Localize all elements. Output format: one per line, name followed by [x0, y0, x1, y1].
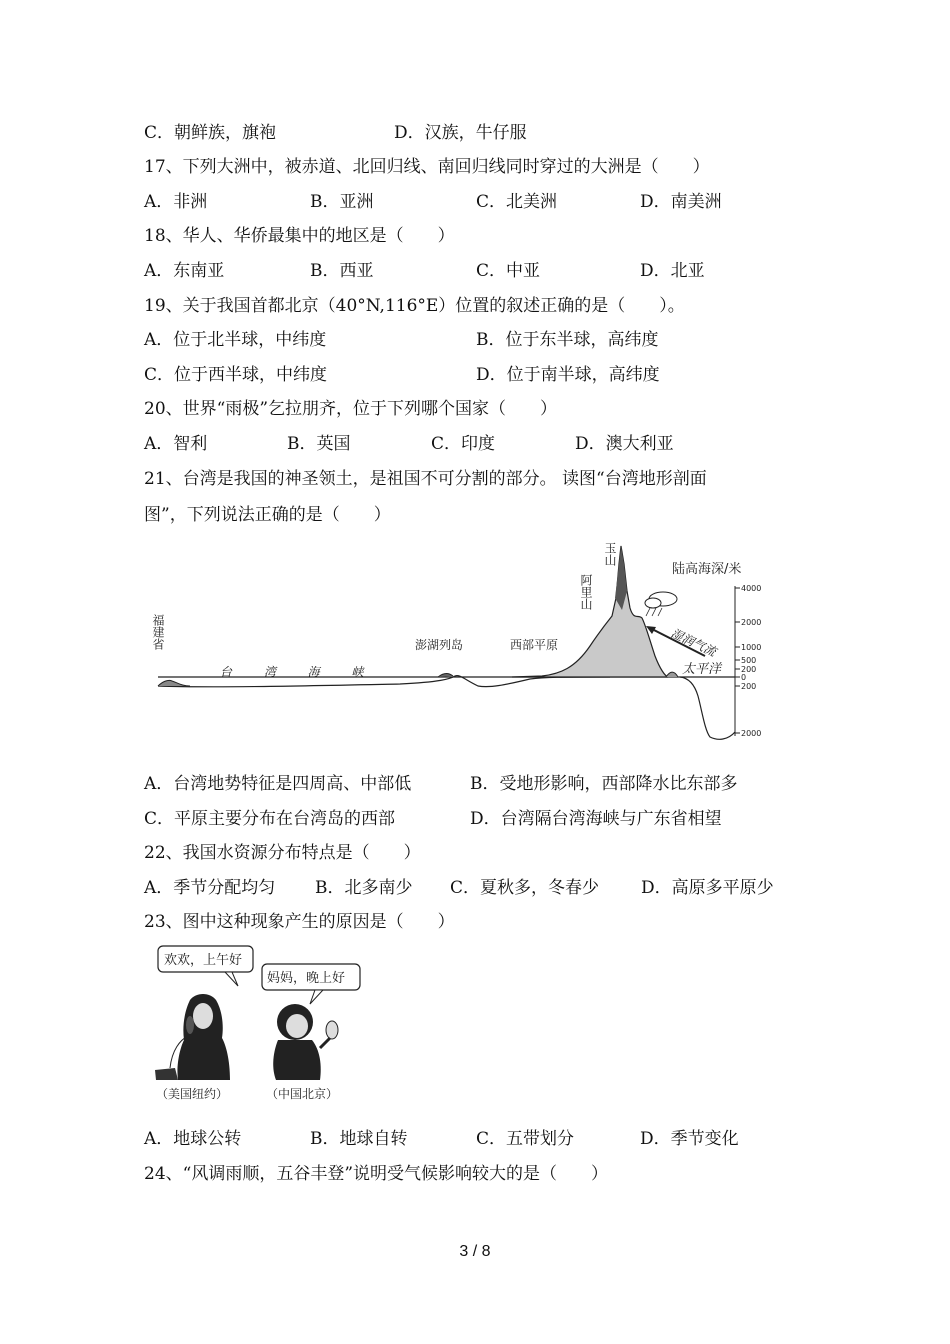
q21-option-b: B．受地形影响，西部降水比东部多: [470, 774, 738, 794]
q18-option-a: A．东南亚: [144, 261, 225, 281]
caption-right: （中国北京）: [266, 1087, 339, 1101]
east-reef: [666, 672, 678, 677]
q22-option-b: B．北多南少: [315, 878, 413, 898]
q18-option-b: B．西亚: [310, 261, 374, 281]
axis-tick-label: 500: [741, 656, 757, 665]
caption-left: （美国纽约）: [156, 1087, 229, 1101]
axis-tick-label: 0: [741, 673, 747, 682]
fujian-label: 福建省: [151, 614, 165, 650]
q23-option-c: C．五带划分: [476, 1129, 575, 1149]
q16-option-d: D．汉族，牛仔服: [394, 123, 527, 143]
bubble-left-text: 欢欢，上午好: [164, 953, 243, 968]
pacific-label: 太平洋: [682, 662, 722, 677]
axis-tick-label: 4000: [741, 584, 762, 593]
axis-title: 陆高海深/米: [672, 562, 742, 577]
axis-tick-label: 200: [741, 682, 757, 691]
q19-option-d: D．位于南半球，高纬度: [476, 365, 660, 385]
q17-stem: 17、下列大洲中，被赤道、北回归线、南回归线同时穿过的大洲是（ ）: [144, 157, 710, 177]
q21-option-a: A．台湾地势特征是四周高、中部低: [144, 774, 412, 794]
taiwan-terrain-profile-figure: [150, 536, 790, 748]
bubble-right-text: 妈妈，晚上好: [267, 971, 346, 986]
q21-stem-line1: 21、台湾是我国的神圣领土，是祖国不可分割的部分。 读图“台湾地形剖面: [144, 469, 707, 489]
q17-option-d: D．南美洲: [640, 192, 722, 212]
yushan-label: 玉山: [603, 542, 617, 566]
q20-option-c: C．印度: [431, 434, 496, 454]
fujian-coast: [158, 680, 190, 686]
phone-call-figure: [150, 940, 370, 1105]
q18-option-c: C．中亚: [476, 261, 541, 281]
q24-stem: 24、“风调雨顺，五谷丰登”说明受气候影响较大的是（ ）: [144, 1164, 609, 1184]
plain-label: 西部平原: [510, 638, 559, 652]
q17-option-b: B．亚洲: [310, 192, 374, 212]
page-number: 3 / 8: [459, 1243, 491, 1260]
penghu-label: 澎湖列岛: [415, 638, 464, 652]
woman-on-phone-icon: [155, 994, 230, 1080]
q20-stem: 20、世界“雨极”乞拉朋齐，位于下列哪个国家（ ）: [144, 399, 558, 419]
cloud-icon: [645, 592, 677, 616]
axis-tick-label: 1000: [741, 643, 762, 652]
strait-label: 台 湾 海 峡: [220, 665, 378, 679]
taiwan-island-profile: [512, 546, 668, 677]
q21-option-d: D．台湾隔台湾海峡与广东省相望: [470, 809, 722, 829]
east-trench-profile: [680, 677, 735, 739]
q20-option-d: D．澳大利亚: [575, 434, 674, 454]
q18-option-d: D．北亚: [640, 261, 705, 281]
q22-stem: 22、我国水资源分布特点是（ ）: [144, 843, 421, 863]
q20-option-b: B．英国: [287, 434, 351, 454]
q19-option-b: B．位于东半球，高纬度: [476, 330, 659, 350]
axis-tick-label: 2000: [741, 618, 762, 627]
q16-option-c: C．朝鲜族，旗袍: [144, 123, 277, 143]
axis-tick-label: 2000: [741, 729, 762, 738]
q20-option-a: A．智利: [144, 434, 208, 454]
q21-stem-line2: 图”，下列说法正确的是（ ）: [144, 505, 391, 525]
q22-option-a: A．季节分配均匀: [144, 878, 276, 898]
q23-option-a: A．地球公转: [144, 1129, 242, 1149]
q19-option-c: C．位于西半球，中纬度: [144, 365, 328, 385]
child-on-phone-icon: [273, 1004, 338, 1080]
q23-option-b: B．地球自转: [310, 1129, 408, 1149]
q17-option-a: A．非洲: [144, 192, 208, 212]
q21-option-c: C．平原主要分布在台湾岛的西部: [144, 809, 396, 829]
q19-stem: 19、关于我国首都北京（40°N,116°E）位置的叙述正确的是（ ）。: [144, 296, 685, 316]
q19-option-a: A．位于北半球，中纬度: [144, 330, 327, 350]
axis-tick-label: 200: [741, 665, 757, 674]
wind-label: 湿润气流: [668, 626, 719, 660]
q18-stem: 18、华人、华侨最集中的地区是（ ）: [144, 226, 455, 246]
alishan-label: 阿里山: [579, 574, 593, 610]
q22-option-c: C．夏秋多，冬春少: [450, 878, 600, 898]
q23-stem: 23、图中这种现象产生的原因是（ ）: [144, 912, 455, 932]
q22-option-d: D．高原多平原少: [641, 878, 774, 898]
q17-option-c: C．北美洲: [476, 192, 558, 212]
q23-option-d: D．季节变化: [640, 1129, 739, 1149]
